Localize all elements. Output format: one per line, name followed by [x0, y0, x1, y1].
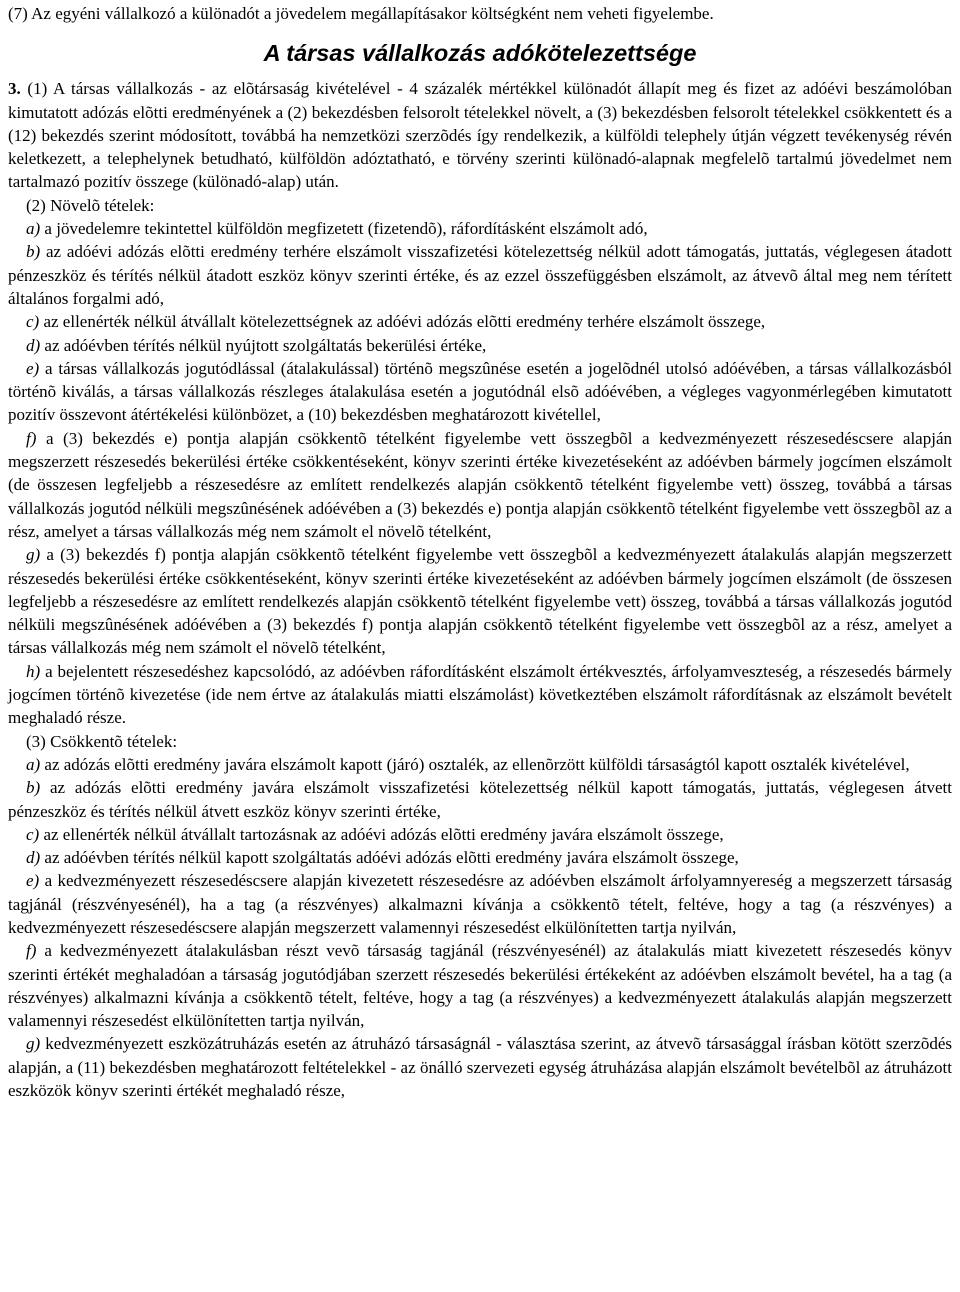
decrease-item-label: e): [26, 871, 40, 891]
decrease-heading: (3) Csökkentõ tételek:: [26, 731, 178, 751]
increase-item: [8, 357, 952, 427]
decrease-item-text: a kedvezményezett részesedéscsere alapján kivezetett részesedésre az adóévben elszámolt árfolyamnyereség a megszerzett társaság tagjánál (részvényesénél), ha a tag (a részvényes) alkalmazni kívánja a csökkentõ tételt, feltéve, hogy a tag (a részvényes) a kedvezményezett részesedéscsere alapján megszerzett valamennyi részesedést elkülönítetten tartja nyilván,: [8, 871, 952, 937]
increase-item-text: a (3) bekezdés f) pontja alapján csökkentõ tételként figyelembe vett összegbõl a kedvezményezett átalakulás alapján megszerzett részesedés bekerülési értéke csökkentéseként, könyv szerinti értéke kivezetéseként az adóévben bármely jogcímen elszámolt (de összesen legfeljebb a részesedésre az említett rendelkezés alapján csökkentõ tételként figyelembe vett) összeg, továbbá a társas vállalkozás jogutód nélküli megszûnésének adóévében a (3) bekezdés f) pontja alapján csökkentõ tételként figyelembe vett összegbõl az a rész, amelyet a társas vállalkozás még nem számolt el növelõ tételként,: [8, 545, 952, 658]
increase-item-label: c): [26, 312, 40, 332]
decrease-item-label: c): [26, 824, 40, 844]
increase-items-list: [8, 217, 952, 730]
increase-item-label: g): [26, 545, 41, 565]
decrease-items-list: [8, 753, 952, 1102]
increase-item-label: d): [26, 335, 41, 355]
decrease-item-text: kedvezményezett eszközátruházás esetén az átruházó társaságnál - választása szerint, az átvevõ társasággal írásban kötött szerzõdés alapján, a (11) bekezdésben meghatározott feltételekkel - az önálló szervezeti egység átruházása alapján elszámolt bevételbõl az átruházott eszközök könyv szerinti értékét meghaladó része,: [8, 1034, 952, 1101]
decrease-item: [8, 869, 952, 939]
decrease-item-label: d): [26, 848, 41, 868]
increase-item-text: a jövedelemre tekintettel külföldön megfizetett (fizetendõ), ráfordításként elszámolt adó,: [40, 219, 648, 239]
decrease-item-text: az adózás elõtti eredmény javára elszámolt visszafizetési kötelezettség nélkül kapott támogatás, juttatás, véglegesen átvett pénzeszköz és térítés nélkül átvett eszköz könyv szerinti értéke,: [8, 778, 952, 821]
decrease-item-label: b): [26, 778, 41, 798]
decrease-item-text: az adóévben térítés nélkül kapott szolgáltatás adóévi adózás elõtti eredmény javára elszámolt összege,: [40, 848, 739, 868]
increase-item-label: e): [26, 358, 40, 378]
increase-item: [8, 660, 952, 730]
increase-item: [8, 217, 952, 240]
decrease-item: [8, 776, 952, 823]
increase-item: [8, 240, 952, 310]
increase-item-text: a bejelentett részesedéshez kapcsolódó, az adóévben ráfordításként elszámolt értékvesztés, árfolyamveszteség, a részesedés bármely jogcímen történõ kivezetése (ide nem értve az átalakulás miatti elszámolást) következtében elszámolt ráfordításnak az elszámolt bevételt meghaladó része.: [8, 661, 952, 728]
increase-item-text: az adóévben térítés nélkül nyújtott szolgáltatás bekerülési értéke,: [40, 335, 487, 355]
increase-item: [8, 543, 952, 659]
section-title: A társas vállalkozás adókötelezettsége: [263, 40, 697, 67]
increase-item: [8, 334, 952, 357]
decrease-item: [8, 939, 952, 1032]
intro-paragraph: (7) Az egyéni vállalkozó a különadót a jövedelem megállapításakor költségként nem veheti figyelembe.: [8, 4, 714, 23]
decrease-item-label: a): [26, 754, 41, 774]
decrease-item: [8, 846, 952, 869]
increase-item-label: h): [26, 661, 41, 681]
decrease-item: [8, 753, 952, 776]
increase-heading: (2) Növelõ tételek:: [26, 195, 155, 215]
decrease-item-label: g): [26, 1034, 41, 1054]
increase-item: [8, 310, 952, 333]
decrease-item-text: az ellenérték nélkül átvállalt tartozásnak az adóévi adózás elõtti eredmény javára elszámolt összege,: [39, 824, 724, 844]
increase-item-label: f): [26, 428, 37, 448]
increase-item-label: b): [26, 242, 41, 262]
increase-item-text: a társas vállalkozás jogutódlással (átalakulással) történõ megszûnése esetén a jogelõdnél utolsó adóévében, a társas vállalkozásból történõ kiválás, a társas vállalkozás részleges átalakulása esetén a jogutódnál elsõ adóévében, a végleges vagyonmérlegében kimutatott pozitív összevont átértékelési különbözet, a (10) bekezdésben meghatározott kivétellel,: [8, 358, 952, 425]
section-3-1-text: (1) A társas vállalkozás - az elõtársaság kivételével - 4 százalék mértékkel különadót állapít meg és fizet az adóévi beszámolóban kimutatott adózás elõtti eredményének a (2) bekezdésben felsorolt tételekkel növelt, a (3) bekezdésben felsorolt tételekkel csökkentett és a (12) bekezdés szerint módosított, továbbá ha nemzetközi szerzõdés így rendelkezik, a külföldi telephely útján végzett tevékenység révén keletkezett, a telephelynek betudható, külföldön adóztatható, e törvény szerinti különadó-alapnak megfelelõ tartalmú jövedelmet nem tartalmazó pozitív összege (különadó-alap) után.: [8, 79, 952, 192]
decrease-item: [8, 1032, 952, 1102]
decrease-item-text: az adózás elõtti eredmény javára elszámolt kapott (járó) osztalék, az ellenõrzött külföldi társaságtól kapott osztalék kivételével,: [40, 754, 910, 774]
decrease-item-text: a kedvezményezett átalakulásban részt vevõ társaság tagjánál (részvényesénél) az átalakulás miatt kivezetett részesedés könyv szerinti értékét meghaladóan a társaság jogutódjában szerzett részesedés bekerülési értékeként az adóévben elszámolt bevétel, ha a tag (a részvényes) alkalmazni kívánja a csökkentõ tételt, feltéve, hogy a tag (a részvényes) a kedvezményezett átalakulás alapján megszerzett valamennyi részesedést elkülönítetten tartja nyilván,: [8, 941, 952, 1031]
increase-item-text: az ellenérték nélkül átvállalt kötelezettségnek az adóévi adózás elõtti eredmény terhére elszámolt összege,: [39, 312, 766, 332]
increase-item-text: a (3) bekezdés e) pontja alapján csökkentõ tételként figyelembe vett összegbõl a kedvezményezett részesedéscsere alapján megszerzett részesedés bekerülési értéke csökkentéseként, könyv szerinti értéke kivezetéseként az adóévben bármely jogcímen elszámolt (de összesen legfeljebb a részesedésre az említett rendelkezés alapján csökkentõ tételként figyelembe vett) összeg, továbbá a társas vállalkozás jogutód nélküli megszûnésének adóévében a (3) bekezdés e) pontja alapján csökkentõ tételként figyelembe vett összegbõl az a rész, amelyet a társas vállalkozás még nem számolt el növelõ tételként,: [8, 428, 952, 541]
increase-item: [8, 427, 952, 543]
decrease-item: [8, 823, 952, 846]
section-number: 3.: [8, 79, 21, 99]
increase-item-label: a): [26, 219, 41, 239]
decrease-item-label: f): [26, 941, 37, 961]
section-3-paragraph-1: [8, 77, 952, 193]
increase-item-text: az adóévi adózás elõtti eredmény terhére elszámolt visszafizetési kötelezettség nélkül adott támogatás, juttatás, véglegesen átadott pénzeszköz és térítés nélkül átadott eszköz könyv szerinti értéke, és az ezzel összefüggésben elszámolt, az átvevõ által meg nem térített általános forgalmi adó,: [8, 242, 952, 308]
